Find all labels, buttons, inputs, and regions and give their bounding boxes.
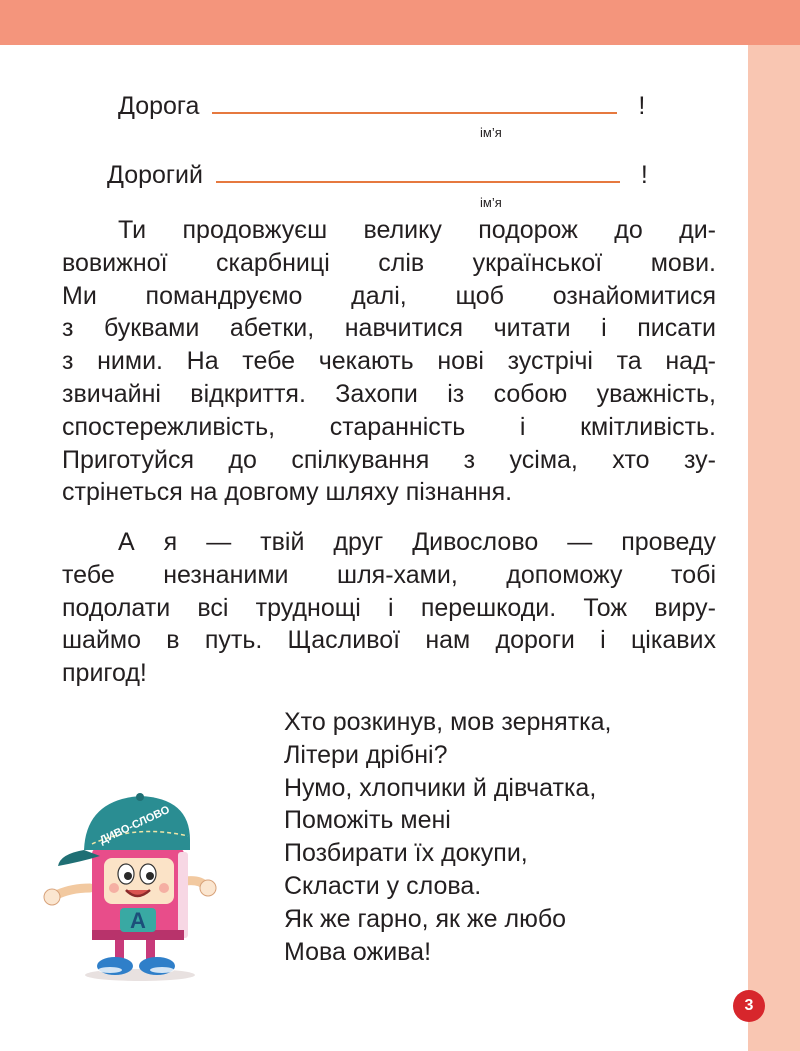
text-line: з буквами абетки, навчитися читати і писати	[62, 314, 716, 343]
text-line: тебе незнаними шля-хами, допоможу тобі	[62, 560, 716, 589]
poem-line: Як же гарно, як же любо	[284, 904, 567, 933]
text-line: подолати всі труднощі і перешкоди. Тож виру-	[62, 593, 716, 622]
greeting-word: Дорогий	[107, 161, 203, 189]
text-line: Ми помандруємо далі, щоб ознайомитися	[62, 281, 716, 310]
name-caption: ім’я	[480, 195, 502, 210]
text-line: Ти продовжуєш велику подорож до ди-	[118, 216, 716, 244]
greeting-exclamation: !	[640, 161, 648, 189]
name-blank-line[interactable]	[216, 159, 620, 183]
side-color-band	[748, 45, 800, 1051]
cap-text: ДИВО-СЛОВО	[97, 803, 172, 847]
greeting-female	[118, 90, 645, 121]
poem-line: Хто розкинув, мов зернятка,	[284, 708, 612, 736]
text-line: спостережливість, старанність і кмітливість.	[62, 412, 716, 441]
text-line: А я — твій друг Дивослово — проведу	[118, 528, 716, 556]
page-number-badge: 3	[733, 990, 765, 1022]
poem-line: Літери дрібні?	[284, 740, 448, 769]
paragraph-mascot-intro	[62, 526, 716, 690]
name-caption: ім’я	[480, 125, 502, 140]
greeting-word: Дорога	[118, 92, 200, 120]
text-line: стрінеться на довгому шляху пізнання.	[62, 478, 513, 507]
poem-line: Скласти у слова.	[284, 871, 482, 900]
poem	[284, 706, 704, 968]
poem-line: Нумо, хлопчики й дівчатка,	[284, 773, 597, 802]
book-letter: А	[130, 908, 146, 933]
name-blank-line[interactable]	[212, 90, 617, 114]
text-line: шаймо в путь. Щасливої нам дороги і цікавих	[62, 626, 716, 655]
text-line: Приготуйся до спілкування з усіма, хто зу-	[62, 445, 716, 474]
text-line: пригод!	[62, 659, 147, 688]
paragraph-intro	[62, 214, 716, 509]
text-line: вовижної скарбниці слів української мови.	[62, 248, 716, 277]
greeting-male	[107, 159, 648, 190]
text-line: звичайні відкриття. Захопи із собою уважність,	[62, 379, 716, 408]
text-line: з ними. На тебе чекають нові зустрічі та над-	[62, 347, 716, 376]
poem-line: Позбирати їх докупи,	[284, 839, 528, 868]
top-color-band	[0, 0, 800, 45]
poem-line: Поможіть мені	[284, 806, 451, 835]
mascot-book-character-illustration	[40, 770, 220, 985]
poem-line: Мова ожива!	[284, 937, 432, 966]
greeting-exclamation: !	[638, 92, 646, 120]
